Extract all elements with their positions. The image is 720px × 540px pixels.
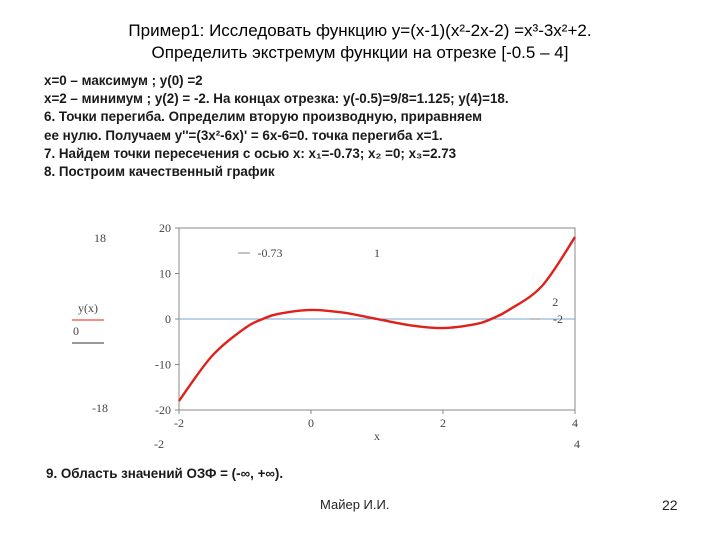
x-tick-label: -2 xyxy=(174,416,184,430)
x-left-limit-label: -2 xyxy=(154,437,164,451)
body-line-1: x=0 – максимум ; y(0) =2 xyxy=(44,73,203,88)
x-tick-label: 2 xyxy=(440,416,446,430)
left-top-limit-label: 18 xyxy=(94,231,106,245)
body-line-3: 6. Точки перегиба. Определим вторую производную, приравняем xyxy=(44,109,483,125)
annotation-min-label: -2 xyxy=(553,312,563,326)
x-right-limit-label: 4 xyxy=(574,437,580,451)
chart-svg xyxy=(40,212,600,462)
body-line-4: ее нулю. Получаем y''=(3x²-6x)' = 6x-6=0. точка перегиба x=1. xyxy=(44,127,443,143)
legend-label-zero: 0 xyxy=(73,324,79,338)
body-line-2: x=2 – минимум ; y(2) = -2. На концах отрезка: y(-0.5)=9/8=1.125; y(4)=18. xyxy=(44,91,509,107)
y-tick-label: 10 xyxy=(159,266,171,281)
y-tick-label: -20 xyxy=(155,403,171,417)
slide-title xyxy=(0,20,720,64)
y-tick-label: -10 xyxy=(155,357,171,372)
page-number: 22 xyxy=(662,497,678,513)
annotation-inflection-label: 1 xyxy=(374,246,380,260)
x-axis-label: x xyxy=(374,429,380,443)
title-line-2: Определить экстремум функции на отрезке [-0.5 – 4] xyxy=(151,43,569,62)
body-line-6: 8. Построим качественный график xyxy=(44,164,275,180)
left-bottom-limit-label: -18 xyxy=(92,401,108,415)
y-tick-label: 0 xyxy=(165,312,171,326)
solution-text xyxy=(44,72,684,181)
x-tick-label: 4 xyxy=(572,416,578,430)
y-tick-label: 20 xyxy=(159,221,171,235)
x-tick-label: 0 xyxy=(308,416,314,430)
title-line-1: Пример1: Исследовать функцию y=(x-1)(x²-2x-2) =x³-3x²+2. xyxy=(128,21,592,40)
body-line-5: 7. Найдем точки пересечения с осью x: x₁=-0.73; x₂ =0; x₃=2.73 xyxy=(44,145,457,161)
legend-label-yx: y(x) xyxy=(78,301,98,315)
annotation-x1-label: -0.73 xyxy=(257,246,283,260)
conclusion-text: 9. Область значений ОЗФ = (-∞, +∞). xyxy=(46,466,284,481)
footer-author: Майер И.И. xyxy=(320,497,390,512)
annotation-2-label: 2 xyxy=(552,295,559,309)
function-chart xyxy=(40,212,600,462)
